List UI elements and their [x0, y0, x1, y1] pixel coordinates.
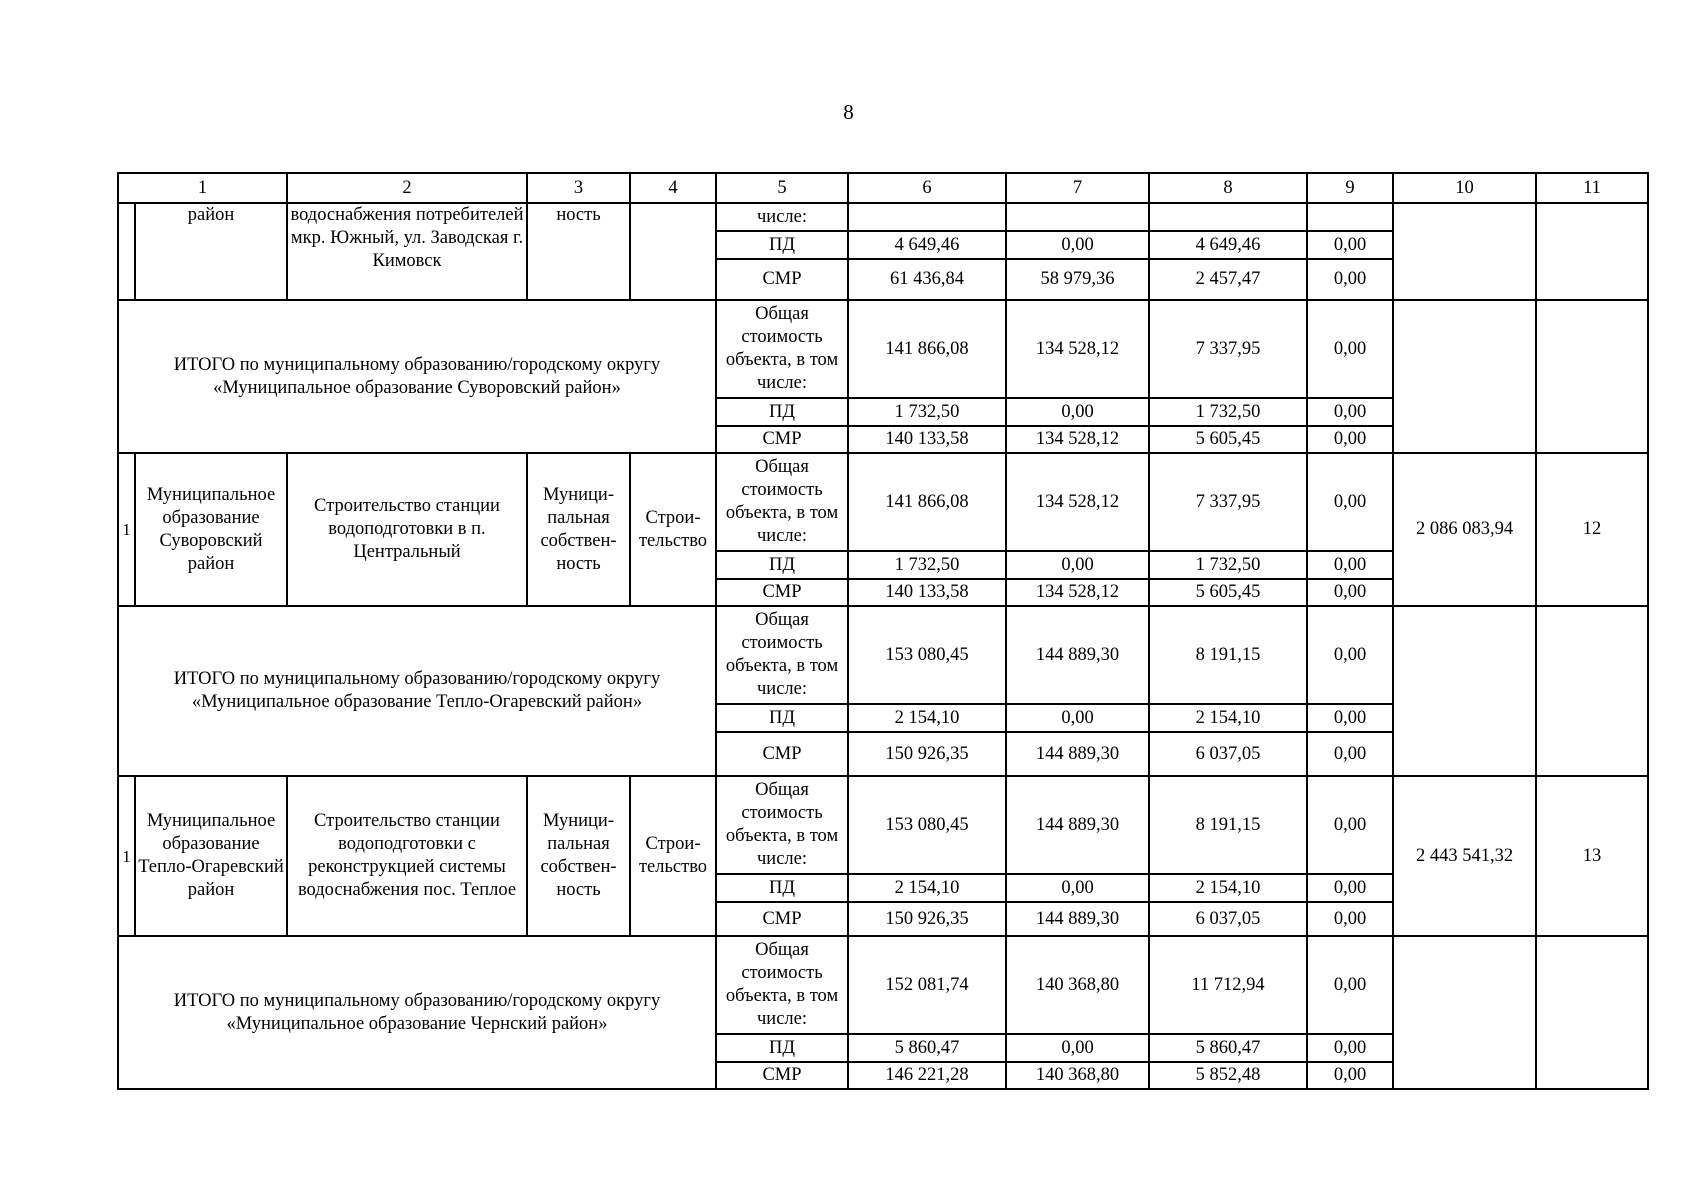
column-header: 2 — [287, 173, 527, 203]
value-cell: 0,00 — [1307, 259, 1393, 300]
ownership-cell: Муници-пальная собствен-ность — [527, 453, 630, 606]
index-cell: 1 — [118, 776, 135, 936]
value-cell: 150 926,35 — [848, 732, 1006, 776]
value-cell: 144 889,30 — [1006, 606, 1149, 704]
cost-label-cell: Общая стоимость объекта, в том числе: — [716, 776, 848, 874]
column-header: 9 — [1307, 173, 1393, 203]
value-cell: 0,00 — [1307, 300, 1393, 398]
work-type-cell — [630, 203, 716, 300]
value-cell: 6 037,05 — [1149, 732, 1307, 776]
value-cell — [1307, 203, 1393, 231]
col10-cell — [1393, 300, 1536, 453]
value-cell: 5 605,45 — [1149, 579, 1307, 606]
value-cell: 141 866,08 — [848, 300, 1006, 398]
value-cell: 0,00 — [1307, 606, 1393, 704]
col10-cell: 2 443 541,32 — [1393, 776, 1536, 936]
value-cell: 0,00 — [1307, 1034, 1393, 1062]
value-cell: 58 979,36 — [1006, 259, 1149, 300]
total-label-cell: ИТОГО по муниципальному образованию/городскому округу «Муниципальное образование Суворовский район» — [118, 300, 716, 453]
value-cell: 134 528,12 — [1006, 453, 1149, 551]
cost-label-cell: Общая стоимость объекта, в том числе: — [716, 300, 848, 398]
table-row — [118, 453, 1648, 551]
object-name-cell: водоснабжения потребителей мкр. Южный, ул. Заводская г. Кимовск — [287, 203, 527, 300]
column-header: 8 — [1149, 173, 1307, 203]
value-cell: 61 436,84 — [848, 259, 1006, 300]
value-cell: 0,00 — [1307, 874, 1393, 902]
pd-label: ПД — [716, 874, 848, 902]
cost-label-cell: Общая стоимость объекта, в том числе: — [716, 606, 848, 704]
value-cell: 0,00 — [1307, 551, 1393, 579]
value-cell: 141 866,08 — [848, 453, 1006, 551]
table-row — [118, 606, 1648, 704]
col10-cell: 2 086 083,94 — [1393, 453, 1536, 606]
col11-cell — [1536, 936, 1648, 1089]
value-cell: 140 368,80 — [1006, 936, 1149, 1034]
value-cell: 4 649,46 — [1149, 231, 1307, 259]
value-cell: 0,00 — [1307, 1062, 1393, 1089]
district-cell: район — [135, 203, 287, 300]
value-cell: 0,00 — [1006, 551, 1149, 579]
value-cell: 0,00 — [1307, 732, 1393, 776]
smr-label: СМР — [716, 902, 848, 936]
col11-cell — [1536, 300, 1648, 453]
value-cell: 0,00 — [1006, 704, 1149, 732]
value-cell: 0,00 — [1307, 426, 1393, 453]
value-cell: 7 337,95 — [1149, 453, 1307, 551]
value-cell: 146 221,28 — [848, 1062, 1006, 1089]
table-row — [118, 203, 1648, 231]
object-name-cell: Строительство станции водоподготовки с реконструкцией системы водоснабжения пос. Теплое — [287, 776, 527, 936]
col10-cell — [1393, 606, 1536, 776]
value-cell: 1 732,50 — [848, 398, 1006, 426]
total-label-cell: ИТОГО по муниципальному образованию/городскому округу «Муниципальное образование Чернский район» — [118, 936, 716, 1089]
value-cell: 1 732,50 — [1149, 398, 1307, 426]
col11-cell: 13 — [1536, 776, 1648, 936]
pd-label: ПД — [716, 398, 848, 426]
value-cell: 152 081,74 — [848, 936, 1006, 1034]
column-header: 7 — [1006, 173, 1149, 203]
value-cell: 2 457,47 — [1149, 259, 1307, 300]
value-cell: 1 732,50 — [1149, 551, 1307, 579]
total-label-cell: ИТОГО по муниципальному образованию/городскому округу «Муниципальное образование Тепло-Огаревский район» — [118, 606, 716, 776]
ownership-cell: ность — [527, 203, 630, 300]
value-cell: 0,00 — [1307, 231, 1393, 259]
column-header: 6 — [848, 173, 1006, 203]
index-cell: 1 — [118, 453, 135, 606]
col11-cell — [1536, 606, 1648, 776]
value-cell: 0,00 — [1307, 902, 1393, 936]
column-header: 4 — [630, 173, 716, 203]
value-cell: 0,00 — [1307, 398, 1393, 426]
value-cell: 153 080,45 — [848, 606, 1006, 704]
object-name-cell: Строительство станции водоподготовки в п. Центральный — [287, 453, 527, 606]
value-cell: 5 860,47 — [848, 1034, 1006, 1062]
work-type-cell: Строи-тельство — [630, 453, 716, 606]
ownership-cell: Муници-пальная собствен-ность — [527, 776, 630, 936]
smr-label: СМР — [716, 259, 848, 300]
value-cell: 144 889,30 — [1006, 732, 1149, 776]
table-row — [118, 300, 1648, 398]
pd-label: ПД — [716, 551, 848, 579]
col11-cell: 12 — [1536, 453, 1648, 606]
value-cell: 8 191,15 — [1149, 776, 1307, 874]
cost-label-cell: Общая стоимость объекта, в том числе: — [716, 453, 848, 551]
value-cell: 140 133,58 — [848, 579, 1006, 606]
col11-cell — [1536, 203, 1648, 300]
value-cell: 0,00 — [1307, 704, 1393, 732]
pd-label: ПД — [716, 231, 848, 259]
value-cell: 153 080,45 — [848, 776, 1006, 874]
column-number-row — [118, 173, 1648, 203]
value-cell: 5 852,48 — [1149, 1062, 1307, 1089]
value-cell: 0,00 — [1006, 231, 1149, 259]
page-number: 8 — [843, 100, 854, 124]
value-cell: 150 926,35 — [848, 902, 1006, 936]
smr-label: СМР — [716, 579, 848, 606]
value-cell: 134 528,12 — [1006, 579, 1149, 606]
value-cell: 6 037,05 — [1149, 902, 1307, 936]
table-row — [118, 936, 1648, 1034]
index-cell — [118, 203, 135, 300]
district-cell: Муниципальное образование Тепло-Огаревский район — [135, 776, 287, 936]
table-row — [118, 776, 1648, 874]
value-cell: 0,00 — [1307, 453, 1393, 551]
smr-label: СМР — [716, 1062, 848, 1089]
value-cell: 11 712,94 — [1149, 936, 1307, 1034]
column-header: 1 — [118, 173, 287, 203]
value-cell — [848, 203, 1006, 231]
value-cell: 134 528,12 — [1006, 426, 1149, 453]
smr-label: СМР — [716, 426, 848, 453]
value-cell: 2 154,10 — [848, 874, 1006, 902]
smr-label: СМР — [716, 732, 848, 776]
value-cell: 0,00 — [1307, 579, 1393, 606]
pd-label: ПД — [716, 1034, 848, 1062]
value-cell: 144 889,30 — [1006, 902, 1149, 936]
value-cell: 140 133,58 — [848, 426, 1006, 453]
value-cell: 0,00 — [1006, 398, 1149, 426]
column-header: 10 — [1393, 173, 1536, 203]
column-header: 11 — [1536, 173, 1648, 203]
col10-cell — [1393, 936, 1536, 1089]
value-cell: 2 154,10 — [1149, 874, 1307, 902]
value-cell: 0,00 — [1307, 936, 1393, 1034]
column-header: 3 — [527, 173, 630, 203]
value-cell: 144 889,30 — [1006, 776, 1149, 874]
cost-label-cell: числе: — [716, 203, 848, 231]
column-header: 5 — [716, 173, 848, 203]
value-cell — [1149, 203, 1307, 231]
value-cell: 0,00 — [1006, 1034, 1149, 1062]
value-cell: 2 154,10 — [1149, 704, 1307, 732]
value-cell: 5 860,47 — [1149, 1034, 1307, 1062]
value-cell: 5 605,45 — [1149, 426, 1307, 453]
district-cell: Муниципальное образование Суворовский район — [135, 453, 287, 606]
value-cell: 7 337,95 — [1149, 300, 1307, 398]
value-cell: 4 649,46 — [848, 231, 1006, 259]
value-cell: 140 368,80 — [1006, 1062, 1149, 1089]
value-cell: 0,00 — [1307, 776, 1393, 874]
value-cell: 2 154,10 — [848, 704, 1006, 732]
value-cell: 134 528,12 — [1006, 300, 1149, 398]
value-cell: 8 191,15 — [1149, 606, 1307, 704]
value-cell: 0,00 — [1006, 874, 1149, 902]
value-cell: 1 732,50 — [848, 551, 1006, 579]
pd-label: ПД — [716, 704, 848, 732]
col10-cell — [1393, 203, 1536, 300]
cost-label-cell: Общая стоимость объекта, в том числе: — [716, 936, 848, 1034]
value-cell — [1006, 203, 1149, 231]
investment-table — [117, 172, 1649, 1090]
work-type-cell: Строи-тельство — [630, 776, 716, 936]
